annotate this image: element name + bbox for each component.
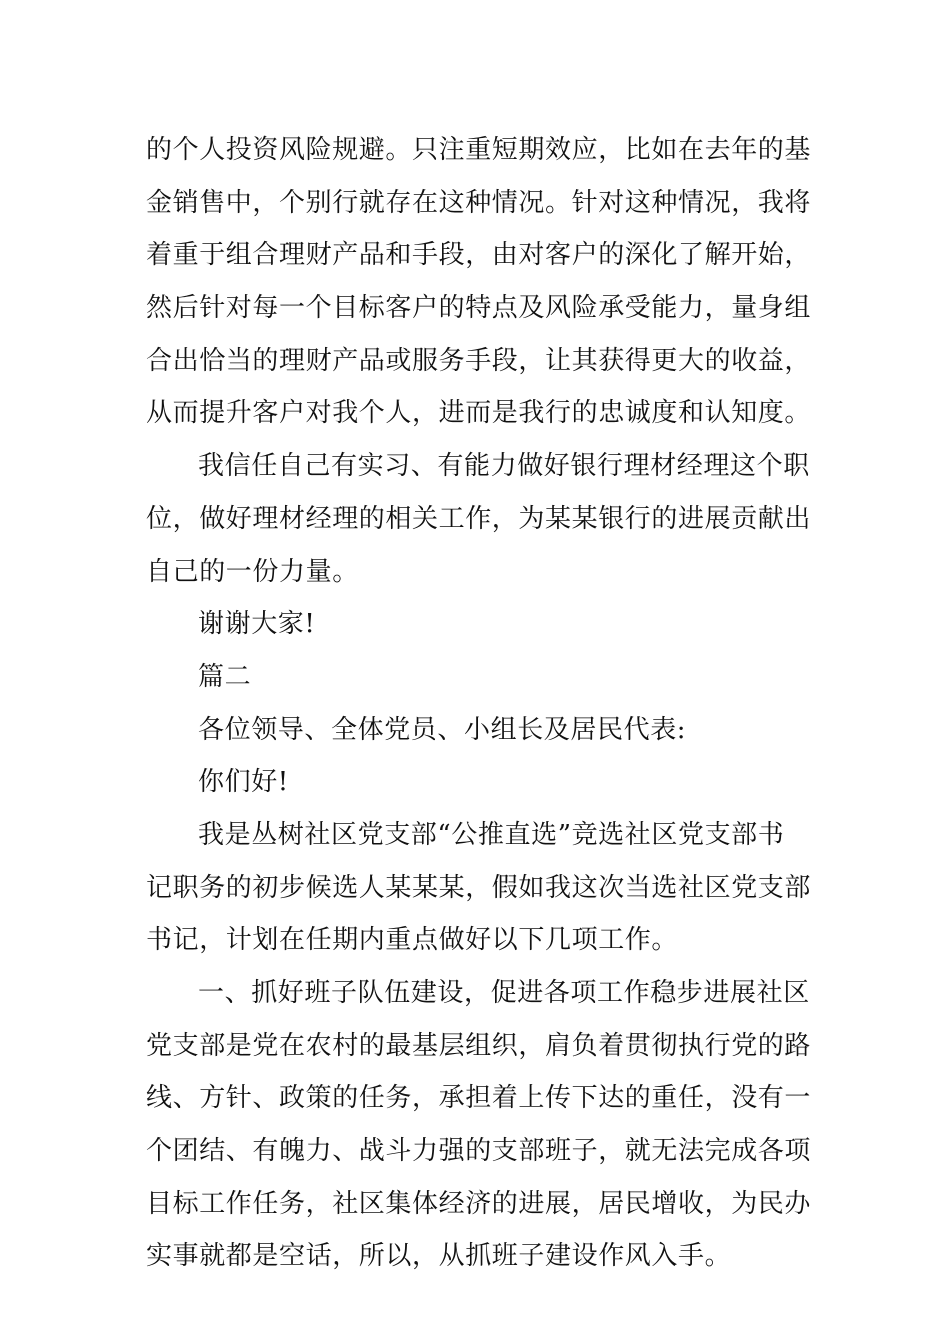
text-line: 记职务的初步候选人某某某，假如我这次当选社区党支部 bbox=[146, 872, 812, 903]
closing-thanks: 谢谢大家! bbox=[198, 609, 316, 640]
text-line: 从而提升客户对我个人，进而是我行的忠诚度和认知度。 bbox=[146, 398, 812, 429]
paragraph-first-line: 我信任自己有实习、有能力做好银行理材经理这个职 bbox=[198, 451, 810, 482]
text-line: 党支部是党在农村的最基层组织，肩负着贯彻执行党的路 bbox=[146, 1030, 812, 1061]
text-line: 着重于组合理财产品和手段，由对客户的深化了解开始， bbox=[146, 240, 812, 271]
greeting: 你们好! bbox=[198, 767, 289, 798]
text-line: 金销售中，个别行就存在这种情况。针对这种情况，我将 bbox=[146, 187, 812, 218]
text-line: 的个人投资风险规避。只注重短期效应，比如在去年的基 bbox=[146, 135, 812, 165]
text-line: 自己的一份力量。 bbox=[146, 556, 359, 587]
paragraph-first-line: 一、抓好班子队伍建设，促进各项工作稳步进展社区 bbox=[198, 978, 810, 1008]
salutation: 各位领导、全体党员、小组长及居民代表: bbox=[198, 714, 687, 745]
text-line: 个团结、有魄力、战斗力强的支部班子，就无法完成各项 bbox=[146, 1136, 812, 1167]
text-line: 位，做好理材经理的相关工作，为某某银行的进展贡献出 bbox=[146, 503, 812, 534]
section-heading: 篇二 bbox=[198, 661, 252, 692]
text-line: 线、方针、政策的任务，承担着上传下达的重任，没有一 bbox=[146, 1083, 812, 1114]
text-line: 实事就都是空话，所以，从抓班子建设作风入手。 bbox=[146, 1241, 732, 1272]
document-body bbox=[146, 124, 812, 1283]
text-line: 书记，计划在任期内重点做好以下几项工作。 bbox=[146, 925, 679, 956]
text-line: 目标工作任务，社区集体经济的进展，居民增收，为民办 bbox=[146, 1188, 812, 1219]
text-line: 合出恰当的理财产品或服务手段，让其获得更大的收益， bbox=[146, 345, 812, 376]
paragraph-first-line: 我是丛树社区党支部“公推直选”竞选社区党支部书 bbox=[198, 819, 785, 850]
text-line: 然后针对每一个目标客户的特点及风险承受能力，量身组 bbox=[146, 293, 812, 324]
